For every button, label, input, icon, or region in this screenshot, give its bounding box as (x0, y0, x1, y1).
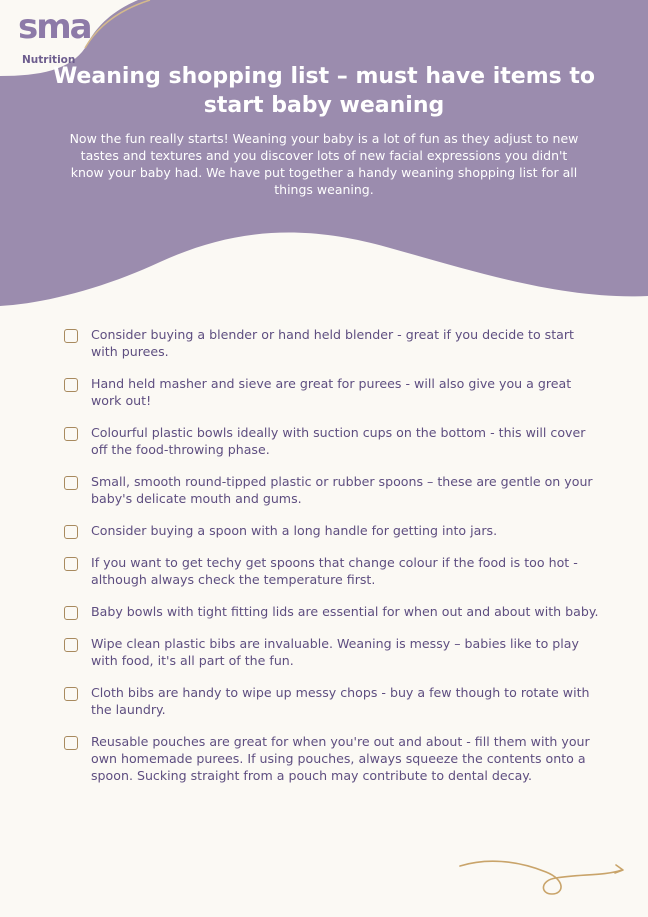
shopping-checklist (64, 326, 604, 799)
decorative-swirl-icon (456, 852, 628, 900)
checklist-item-text: Consider buying a blender or hand held blender - great if you decide to start with purees. (91, 327, 574, 359)
checklist-item (64, 424, 604, 458)
checklist-item (64, 326, 604, 360)
checklist-item (64, 684, 604, 718)
checklist-item (64, 603, 604, 620)
checklist-item-text: Reusable pouches are great for when you're out and about - fill them with your own homemade purees. If using pouches, always squeeze the contents onto a spoon. Sucking straight from a pouch may contribute to dental decay. (91, 734, 590, 783)
checkbox-icon[interactable] (64, 427, 78, 441)
checkbox-icon[interactable] (64, 687, 78, 701)
checkbox-icon[interactable] (64, 329, 78, 343)
checklist-item-text: Colourful plastic bowls ideally with suction cups on the bottom - this will cover off the food-throwing phase. (91, 425, 586, 457)
checkbox-icon[interactable] (64, 557, 78, 571)
checklist-item-text: Small, smooth round-tipped plastic or rubber spoons – these are gentle on your baby's delicate mouth and gums. (91, 474, 593, 506)
checklist-item-text: Baby bowls with tight fitting lids are essential for when out and about with baby. (91, 604, 599, 619)
checkbox-icon[interactable] (64, 638, 78, 652)
checklist-item (64, 522, 604, 539)
checkbox-icon[interactable] (64, 736, 78, 750)
checklist-item-text: Cloth bibs are handy to wipe up messy chops - buy a few though to rotate with the laundry. (91, 685, 590, 717)
checklist-item (64, 733, 604, 784)
page-title: Weaning shopping list – must have items to start baby weaning (52, 64, 596, 118)
logo-wordmark: sma (18, 7, 91, 47)
checkbox-icon[interactable] (64, 606, 78, 620)
checklist-item (64, 554, 604, 588)
intro-paragraph: Now the fun really starts! Weaning your baby is a lot of fun as they adjust to new tastes and textures and you discover lots of new facial expressions you didn't know your baby had. We have put together a handy weaning shopping list for all things weaning. (69, 131, 579, 197)
checkbox-icon[interactable] (64, 525, 78, 539)
checklist-item (64, 473, 604, 507)
checkbox-icon[interactable] (64, 378, 78, 392)
sma-logo (10, 6, 91, 66)
logo-subtitle: Nutrition (22, 54, 76, 66)
checkbox-icon[interactable] (64, 476, 78, 490)
checklist-item-text: Hand held masher and sieve are great for purees - will also give you a great work out! (91, 376, 572, 408)
checklist-item-text: If you want to get techy get spoons that change colour if the food is too hot - although always check the temperature first. (91, 555, 578, 587)
checklist-item-text: Consider buying a spoon with a long handle for getting into jars. (91, 523, 498, 538)
checklist-item (64, 635, 604, 669)
checklist-item-text: Wipe clean plastic bibs are invaluable. Weaning is messy – babies like to play with food, it's all part of the fun. (91, 636, 579, 668)
checklist-item (64, 375, 604, 409)
